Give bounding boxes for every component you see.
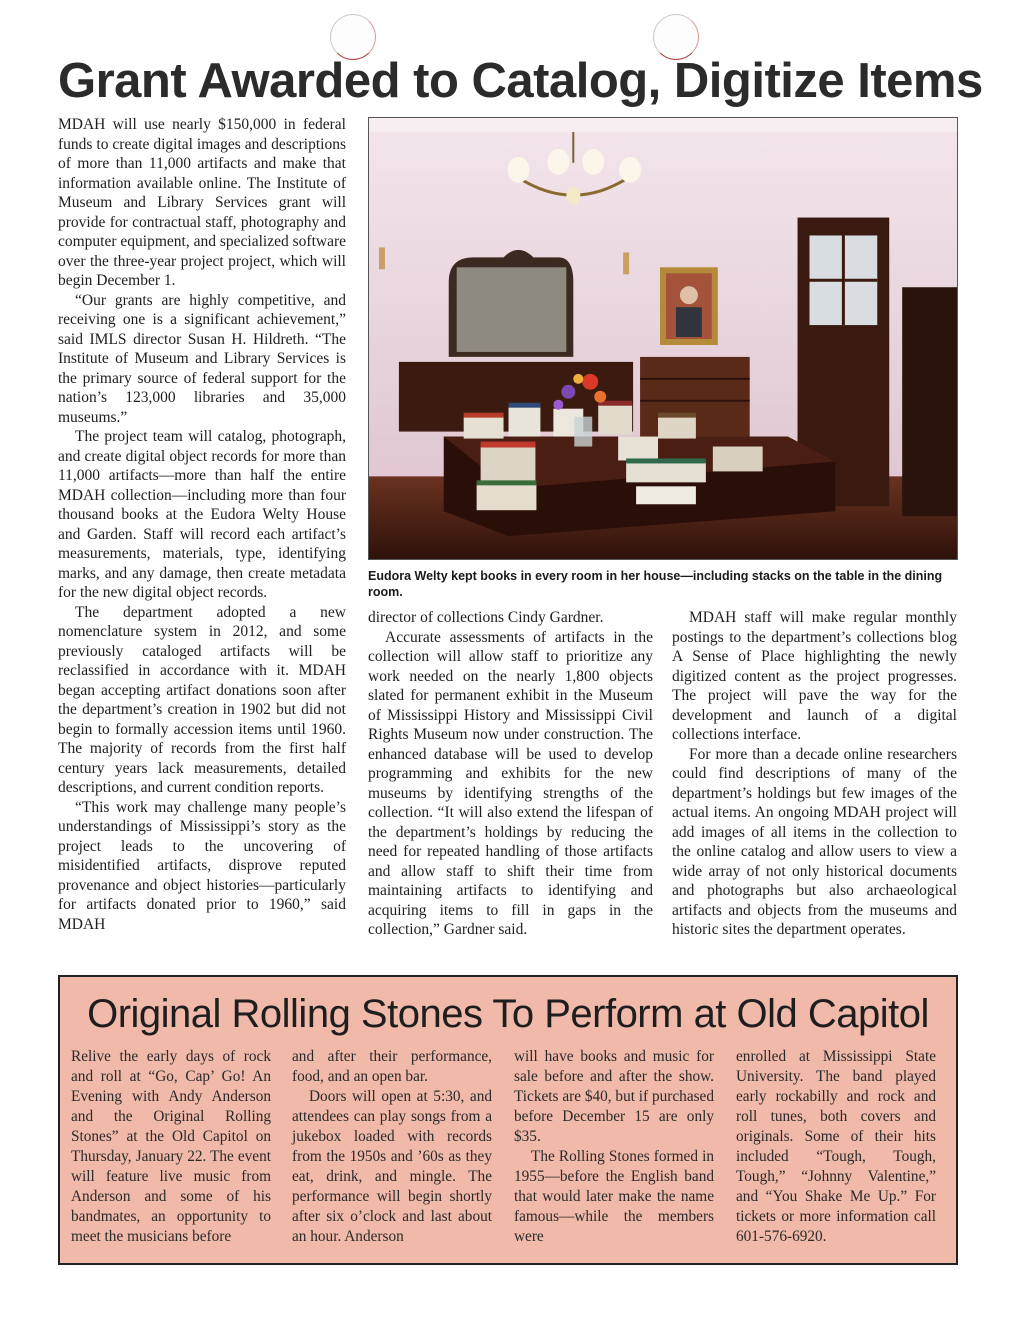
sidebar-column-1	[71, 1047, 271, 1247]
paragraph: “Our grants are highly competitive, and receiving one is a significant achievement,” said IMLS director Susan H. Hildreth. “The Institute of Museum and Library Services is the primary source of federal support for the nation’s 123,000 libraries and 35,000 museums.”	[58, 291, 346, 426]
article-column-1	[58, 115, 346, 934]
article-headline: Grant Awarded to Catalog, Digitize Items	[58, 54, 983, 108]
paragraph: “This work may challenge many people’s understandings of Mississippi’s story as the project leads to the uncovering of misidentified artifacts, disprove reputed provenance and object histories—particularly for artifacts donated prior to 1960,” said MDAH	[58, 798, 346, 933]
paragraph: The department adopted a new nomenclature system in 2012, and some previously cataloged artifacts will be reclassified in accordance with it. MDAH began accepting artifact donations soon after the department’s creation in 1902 but did not begin to formally accession items until 1960. The majority of records from the first half century years lack measurements, detailed descriptions, and current condition reports.	[58, 603, 346, 796]
photo-caption: Eudora Welty kept books in every room in her house—including stacks on the table in the dining room.	[368, 569, 943, 599]
sidebar-column-3	[514, 1047, 714, 1247]
sidebar-headline: Original Rolling Stones To Perform at Old Capitol	[87, 992, 929, 1036]
paragraph: and after their performance, food, and an open bar.	[292, 1048, 492, 1085]
article-column-3	[672, 608, 957, 940]
event-sidebar-box	[58, 975, 958, 1265]
paragraph: Accurate assessments of artifacts in the collection will allow staff to prioritize any work needed on the nearly 1,800 objects slated for permanent exhibit in the Museum of Mississippi History and Mississippi Civil Rights Museum now under construction. The enhanced database will be used to develop programming and exhibits for the new museums by identifying strengths of the collection. “It will also extend the lifespan of the department’s holdings by reducing the need for repeated handling of those artifacts and allow staff to shift their time from maintaining artifacts to identifying and acquiring items to fill in gaps in the collection,” Gardner said.	[368, 628, 653, 938]
sidebar-column-2	[292, 1047, 492, 1247]
paragraph: Doors will open at 5:30, and attendees can play songs from a jukebox loaded with records from the 1950s and ’60s as they eat, drink, and mingle. The performance will begin shortly after six o’clock and last about an hour. Anderson	[292, 1088, 492, 1245]
paragraph: MDAH staff will make regular monthly postings to the department’s collections blog A Sense of Place highlighting the newly digitized content as the project progresses. The project will pave the way for the development and launch of a digital collections interface.	[672, 609, 957, 743]
paragraph: will have books and music for sale before and after the show. Tickets are $40, but if purchased before December 15 are only $35.	[514, 1048, 714, 1145]
paragraph: The project team will catalog, photograph, and create digital object records for more than 11,000 artifacts—more than half the entire MDAH collection—including more than four thousand books at the Eudora Welty House and Garden. Staff will record each artifact’s measurements, materials, type, identifying marks, and any damage, then create metadata for the new digital object records.	[58, 428, 346, 601]
paragraph: enrolled at Mississippi State University. The band played early rockabilly and rock and roll tunes, both covers and originals. Some of their hits included “Tough, Tough, Tough,” “Johnny Valentine,” and “You Shake Me Up.” For tickets or more information call 601-576-6920.	[736, 1048, 936, 1245]
dining-room-photo	[368, 117, 958, 560]
paragraph: For more than a decade online researchers could find descriptions of many of the department’s holdings but few images of the actual items. An ongoing MDAH project will add images of all items in the collection to the online catalog and allow users to view a wide array of not only historical documents and photographs but also archaeological artifacts and objects from the museums and historic sites the department operates.	[672, 745, 957, 938]
paragraph: MDAH will use nearly $150,000 in federal funds to create digital images and descriptions of more than 11,000 artifacts and make that information available online. The Institute of Museum and Library Services grant will provide for contractual staff, photography and computer equipment, and specialized software over the three-year project project, which will begin December 1.	[58, 116, 346, 289]
paragraph: Relive the early days of rock and roll at “Go, Cap’ Go! An Evening with Andy Anderson and the Original Rolling Stones” at the Old Capitol on Thursday, January 22. The event will feature live music from Anderson and some of his bandmates, an opportunity to meet the musicians before	[71, 1048, 271, 1245]
sidebar-column-4	[736, 1047, 936, 1247]
paragraph: The Rolling Stones formed in 1955—before the English band that would later make the name famous—while the members were	[514, 1148, 714, 1245]
paragraph: director of collections Cindy Gardner.	[368, 609, 604, 626]
article-column-2	[368, 608, 653, 940]
dining-room-illustration	[369, 118, 957, 559]
